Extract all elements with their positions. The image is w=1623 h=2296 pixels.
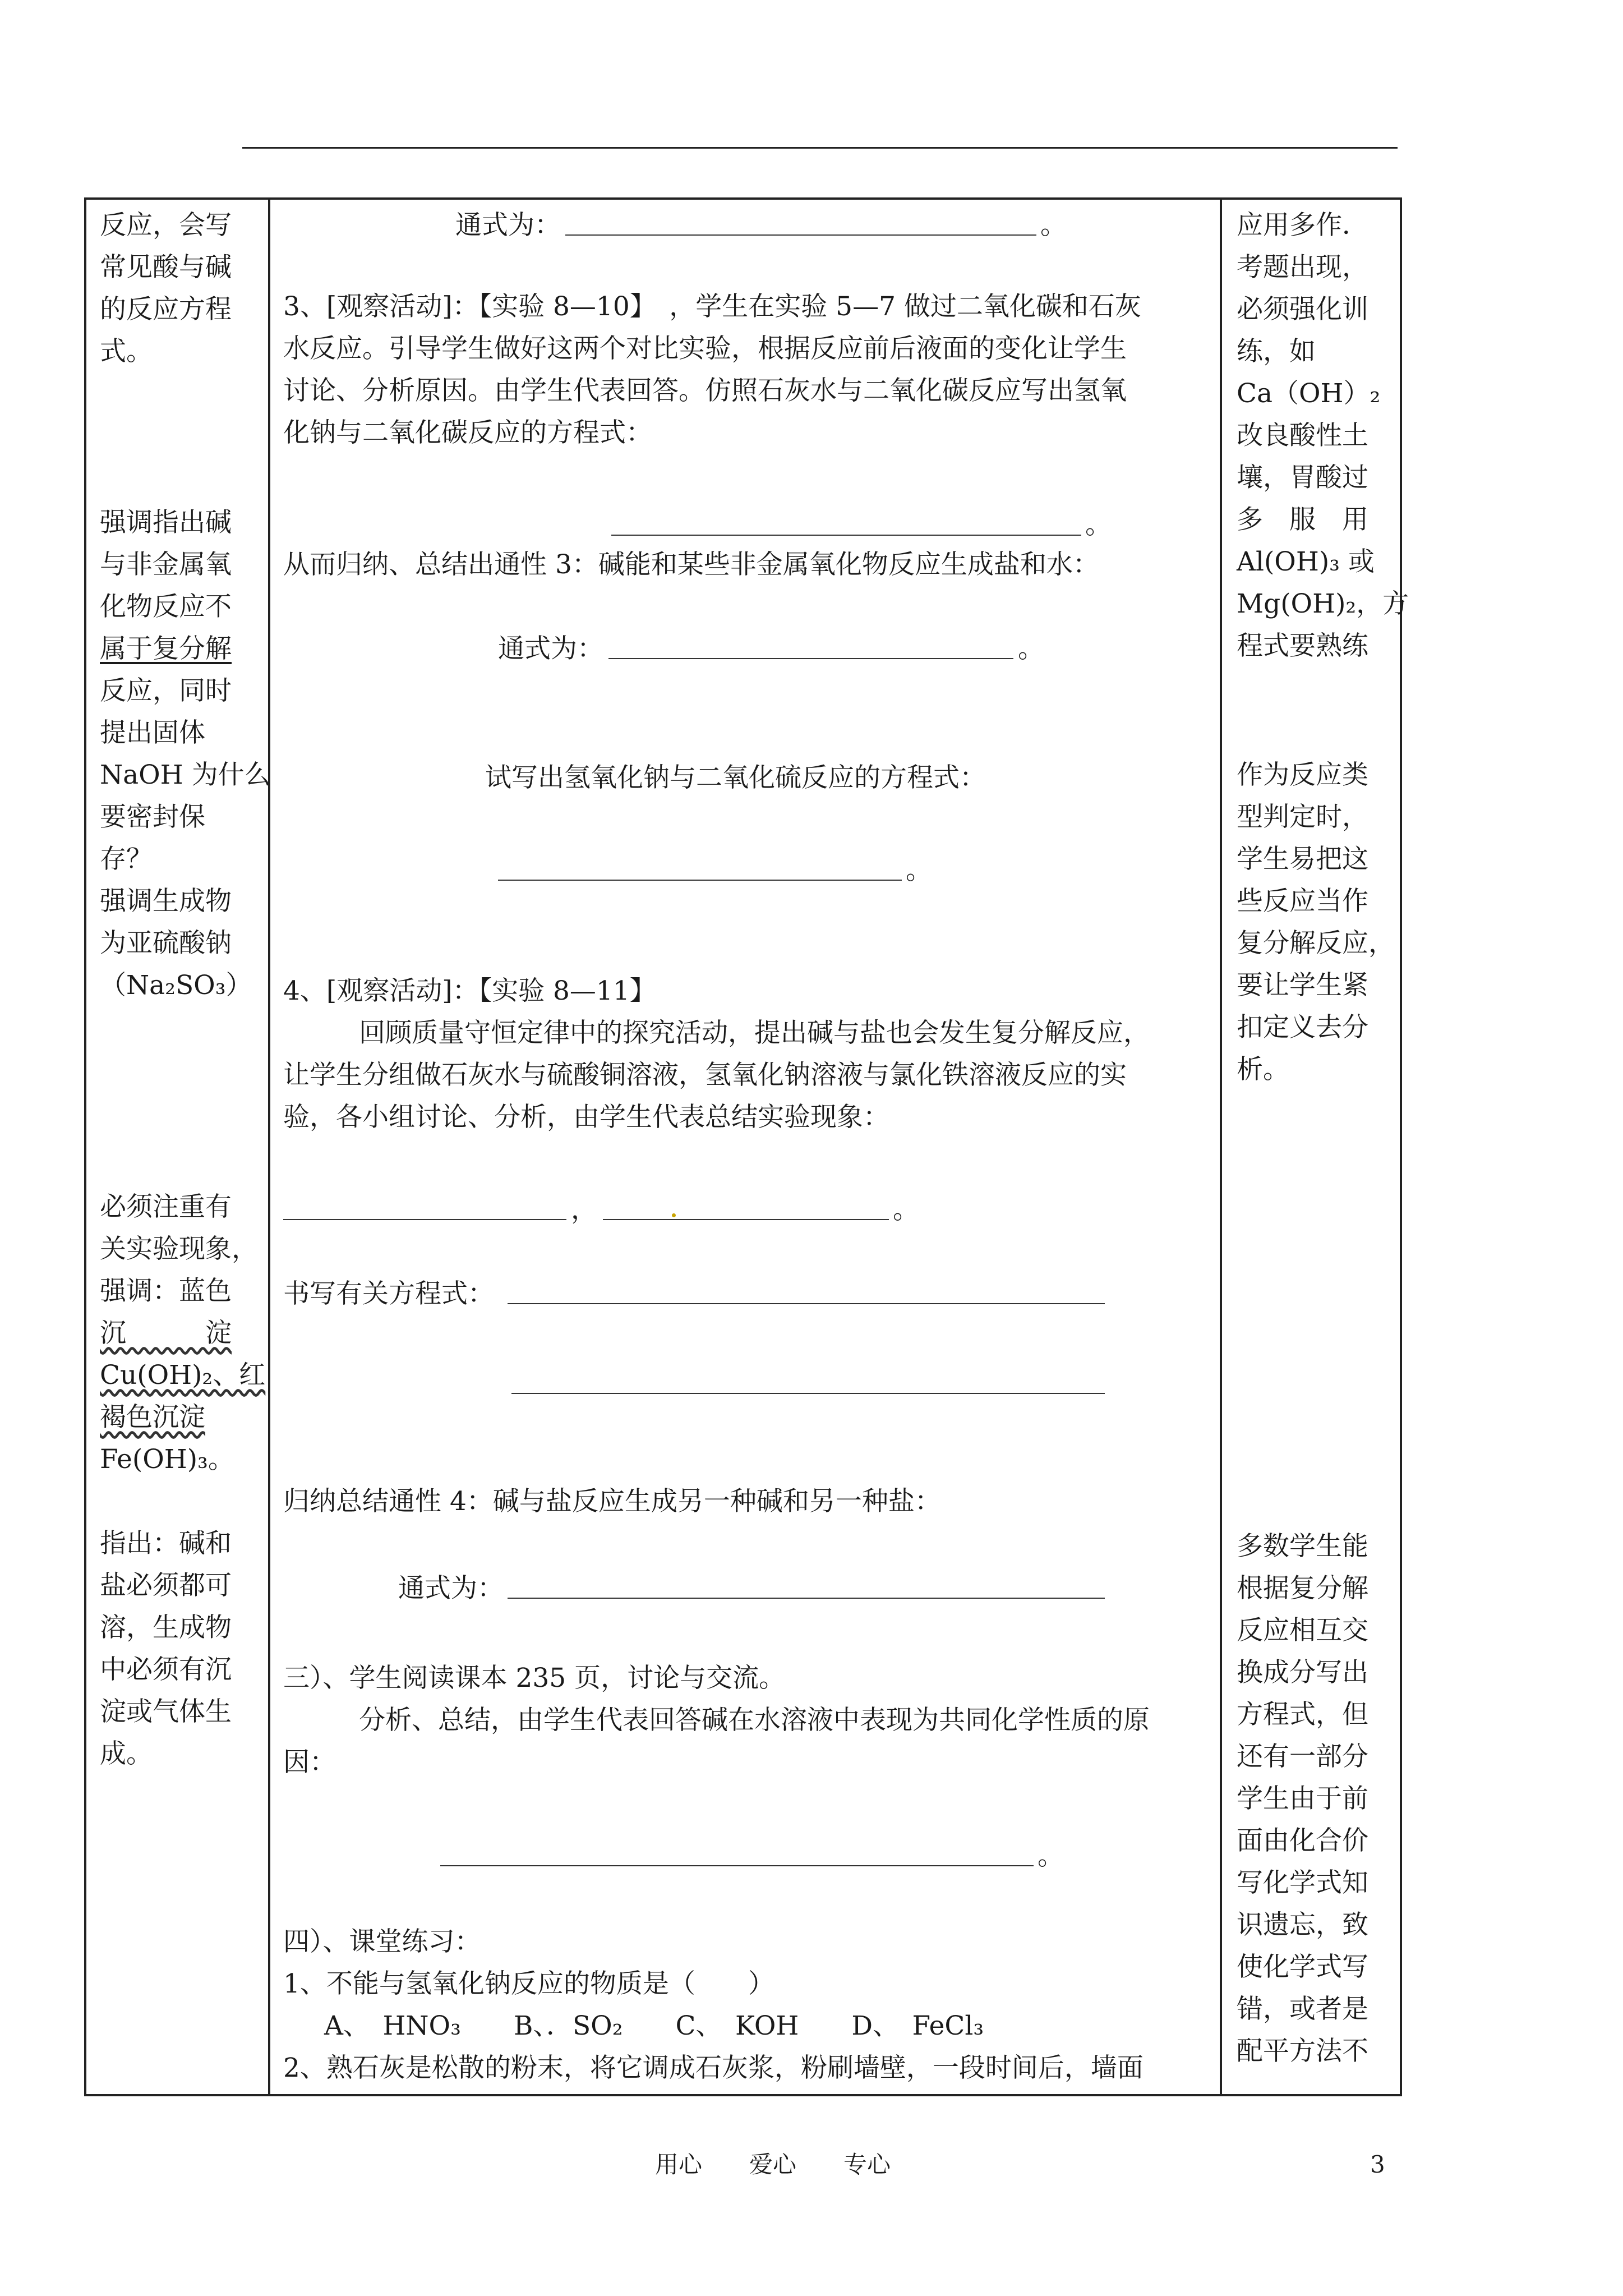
left-text-line: 为亚硫酸钠 (100, 928, 232, 959)
left-text-line: NaOH 为什么 (100, 760, 271, 790)
right-text-line: 根据复分解 (1237, 1573, 1368, 1604)
left-text-line: 要密封保 (100, 802, 205, 832)
left-text-line: Cu(OH)₂、红 (100, 1360, 266, 1391)
sentence-end: 。 (1040, 210, 1067, 241)
right-text-line: Al(OH)₃ 或 (1237, 546, 1375, 577)
right-text-line: 学生易把这 (1237, 844, 1368, 875)
body-text-line: 验，各小组讨论、分析，由学生代表总结实验现象： (283, 1102, 889, 1133)
answer-blank[interactable] (508, 1598, 1105, 1599)
question-text: 1、不能与氢氧化钠反应的物质是（ ） (283, 1968, 774, 1999)
answer-blank[interactable] (603, 1219, 889, 1220)
left-text-line: 反应，同时 (100, 675, 232, 706)
left-text-line: 关实验现象， (100, 1234, 258, 1264)
right-text-line: 析。 (1237, 1054, 1289, 1085)
body-text-line: 因： (283, 1747, 336, 1778)
body-text-line: 水反应。引导学生做好这两个对比实验，根据反应前后液面的变化让学生 (283, 333, 1127, 364)
body-text-line: 归纳总结通性 4：碱与盐反应生成另一种碱和另一种盐： (283, 1486, 941, 1517)
left-text-line: 成。 (100, 1738, 153, 1769)
left-text-line: 的反应方程 (100, 294, 232, 325)
right-text-line: 多 服 用 (1237, 504, 1368, 535)
body-text-line: 分析、总结，由学生代表回答碱在水溶液中表现为共同化学性质的原 (359, 1705, 1150, 1736)
right-text-line: Mg(OH)₂，方 (1237, 588, 1409, 619)
left-text-line: Fe(OH)₃。 (100, 1444, 234, 1475)
footer-motto: 用心 爱心 专心 (655, 2151, 891, 2178)
body-text-line: 三）、学生阅读课本 235 页，讨论与交流。 (283, 1663, 786, 1694)
answer-blank[interactable] (608, 658, 1013, 659)
body-text-line: 试写出氢氧化钠与二氧化硫反应的方程式： (485, 762, 986, 793)
right-text-line: 壤，胃酸过 (1237, 462, 1368, 493)
answer-blank[interactable] (508, 1303, 1105, 1304)
sentence-end: 。 (1038, 1841, 1064, 1871)
sentence-end: 。 (906, 855, 932, 886)
answer-blank[interactable] (440, 1865, 1034, 1866)
answer-blank[interactable] (283, 1219, 566, 1220)
right-text-line: 还有一部分 (1237, 1741, 1368, 1772)
body-text-line: 回顾质量守恒定律中的探究活动，提出碱与盐也会发生复分解反应， (359, 1018, 1150, 1048)
right-text-line: 方程式，但 (1237, 1699, 1368, 1730)
left-text-line: 必须注重有 (100, 1191, 232, 1222)
answer-blank[interactable] (511, 1393, 1105, 1394)
answer-blank[interactable] (498, 880, 902, 881)
formula-label: 通式为： (498, 633, 603, 664)
right-text-line: 写化学式知 (1237, 1867, 1368, 1898)
right-text-line: 识遗忘，致 (1237, 1910, 1368, 1940)
marker-dot (672, 1213, 676, 1217)
left-text-line: 反应，会写 (100, 210, 232, 241)
left-text-line: 强调生成物 (100, 886, 232, 917)
section-heading: 四）、课堂练习： (283, 1926, 481, 1957)
left-text-line: 沉 淀 (100, 1318, 232, 1349)
body-text-line: 讨论、分析原因。由学生代表回答。仿照石灰水与二氧化碳反应写出氢氧 (283, 375, 1127, 406)
left-text-line: 常见酸与碱 (100, 252, 232, 283)
body-text-line: 从而归纳、总结出通性 3：碱能和某些非金属氧化物反应生成盐和水： (283, 549, 1099, 580)
left-text-line: 化物反应不 (100, 591, 232, 622)
header-rule (242, 147, 1398, 149)
answer-blank[interactable] (611, 535, 1081, 536)
sentence-end: 。 (893, 1194, 919, 1225)
right-text-line: 扣定义去分 (1237, 1012, 1368, 1043)
left-text-line: 式。 (100, 336, 153, 367)
left-text-line: 中必须有沉 (100, 1654, 232, 1685)
right-text-line: 使化学式写 (1237, 1952, 1368, 1982)
left-text-line: 存？ (100, 844, 153, 875)
right-text-line: 复分解反应， (1237, 928, 1395, 959)
left-text-line: 与非金属氧 (100, 549, 232, 580)
question-text: 2、熟石灰是松散的粉末，将它调成石灰浆，粉刷墙壁，一段时间后，墙面 (283, 2053, 1144, 2083)
body-text-line: 化钠与二氧化碳反应的方程式： (283, 417, 652, 448)
right-text-line: Ca（OH）₂ (1237, 378, 1381, 409)
right-text-line: 错，或者是 (1237, 1994, 1368, 2024)
left-text-line: 提出固体 (100, 717, 205, 748)
formula-label: 通式为： (455, 210, 561, 241)
sentence-end: 。 (1018, 633, 1044, 664)
sentence-end: 。 (1085, 509, 1112, 540)
right-text-line: 面由化合价 (1237, 1825, 1368, 1856)
column-divider-left (268, 197, 270, 2096)
left-text-line: 溶，生成物 (100, 1612, 232, 1643)
left-text-line: 强调指出碱 (100, 507, 232, 538)
right-text-line: 应用多作． (1237, 210, 1368, 241)
answer-blank[interactable] (565, 234, 1036, 236)
right-text-line: 换成分写出 (1237, 1657, 1368, 1688)
right-text-line: 多数学生能 (1237, 1531, 1368, 1562)
left-text-line: 强调：蓝色 (100, 1276, 232, 1306)
right-text-line: 要让学生紧 (1237, 970, 1368, 1001)
right-text-line: 改良酸性土 (1237, 420, 1368, 451)
left-text-line: （Na₂SO₃） (100, 970, 252, 1001)
left-text-line: 褐色沉淀 (100, 1402, 205, 1433)
right-text-line: 考题出现， (1237, 252, 1368, 283)
right-text-line: 练，如 (1237, 336, 1316, 367)
question-options: A、 HNO₃ B、．SO₂ C、 KOH D、 FeCl₃ (324, 2010, 984, 2041)
left-text-line: 指出：碱和 (100, 1528, 232, 1559)
right-text-line: 学生由于前 (1237, 1783, 1368, 1814)
right-text-line: 些反应当作 (1237, 886, 1368, 917)
column-divider-right (1220, 197, 1222, 2096)
separator-comma: ， (571, 1194, 597, 1225)
body-text-line: 3、[观察活动]：【实验 8—10】 ，学生在实验 5—7 做过二氧化碳和石灰 (283, 291, 1141, 322)
page-number: 3 (1370, 2151, 1385, 2178)
body-text-line: 4、[观察活动]：【实验 8—11】 (283, 976, 656, 1006)
left-text-line: 淀或气体生 (100, 1696, 232, 1727)
right-text-line: 程式要熟练 (1237, 631, 1368, 661)
right-text-line: 作为反应类 (1237, 760, 1368, 790)
formula-label: 通式为： (398, 1573, 504, 1604)
right-text-line: 型判定时， (1237, 802, 1368, 832)
right-text-line: 配平方法不 (1237, 2036, 1368, 2067)
right-text-line: 必须强化训 (1237, 294, 1368, 325)
body-text-line: 书写有关方程式： (283, 1278, 494, 1309)
right-text-line: 反应相互交 (1237, 1615, 1368, 1646)
lesson-table (84, 197, 1402, 2096)
left-text-line: 属于复分解 (100, 633, 232, 664)
left-text-line: 盐必须都可 (100, 1570, 232, 1601)
body-text-line: 让学生分组做石灰水与硫酸铜溶液，氢氧化钠溶液与氯化铁溶液反应的实 (283, 1060, 1127, 1091)
